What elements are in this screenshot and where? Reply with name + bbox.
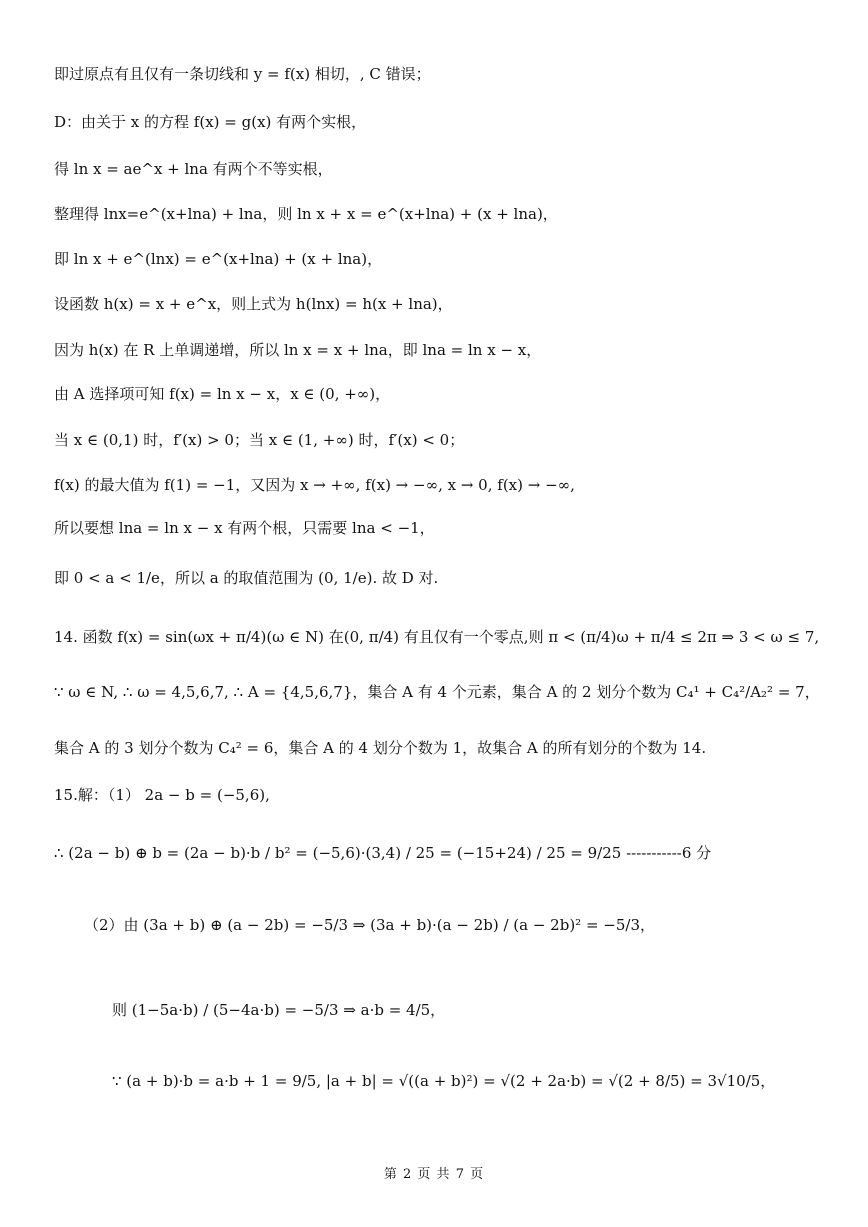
text-line-6: 设函数 h(x) = x + e^x，则上式为 h(lnx) = h(x + lna)， (54, 295, 453, 313)
text-line-10: f(x) 的最大值为 f(1) = −1，又因为 x → +∞, f(x) → −∞, x → 0, f(x) → −∞, (54, 476, 575, 494)
text-line-11: 所以要想 lna = ln x − x 有两个根，只需要 lna < −1， (54, 519, 435, 537)
text-line-1: 即过原点有且仅有一条切线和 y = f(x) 相切，, C 错误； (54, 65, 431, 83)
problem-14-line-3: 集合 A 的 3 划分个数为 C₄² = 6，集合 A 的 4 划分个数为 1，故集合 A 的所有划分的个数为 14. (54, 739, 707, 757)
text-line-4: 整理得 lnx=e^(x+lna) + lna，则 ln x + x = e^(x+lna) + (x + lna)， (54, 205, 558, 223)
text-line-8: 由 A 选择项可知 f(x) = ln x − x，x ∈ (0, +∞)， (54, 385, 391, 403)
text-line-7: 因为 h(x) 在 R 上单调递增，所以 ln x = x + lna，即 lna = ln x − x， (54, 341, 542, 359)
text-line-5: 即 ln x + e^(lnx) = e^(x+lna) + (x + lna)， (54, 250, 383, 268)
problem-15-line-5: ∵ (a + b)·b = a·b + 1 = 9/5, |a + b| = √((a + b)²) = √(2 + 2a·b) = √(2 + 8/5) = 3√10/5， (112, 1072, 776, 1090)
page-number-footer: 第 2 页 共 7 页 (383, 1167, 485, 1182)
text-line-3: 得 ln x = ae^x + lna 有两个不等实根， (54, 160, 333, 178)
text-line-2: D：由关于 x 的方程 f(x) = g(x) 有两个实根， (54, 113, 367, 131)
problem-15-line-1: 15.解：（1） 2a − b = (−5,6), (54, 786, 270, 804)
problem-14-line-1: 14. 函数 f(x) = sin(ωx + π/4)(ω ∈ N) 在(0, π/4) 有且仅有一个零点,则 π < (π/4)ω + π/4 ≤ 2π ⇒ 3 < ω ≤ 7, (54, 628, 820, 646)
problem-15-line-4: 则 (1−5a·b) / (5−4a·b) = −5/3 ⇒ a·b = 4/5， (112, 1001, 446, 1019)
text-line-9: 当 x ∈ (0,1) 时，f′(x) > 0；当 x ∈ (1, +∞) 时，f′(x) < 0； (54, 431, 465, 449)
problem-15-line-2: ∴ (2a − b) ⊕ b = (2a − b)·b / b² = (−5,6)·(3,4) / 25 = (−15+24) / 25 = 9/25 -----------6 分 (54, 844, 712, 862)
problem-15-line-3: （2）由 (3a + b) ⊕ (a − 2b) = −5/3 ⇒ (3a + b)·(a − 2b) / (a − 2b)² = −5/3， (84, 916, 656, 934)
text-line-12: 即 0 < a < 1/e，所以 a 的取值范围为 (0, 1/e). 故 D 对. (54, 569, 439, 587)
problem-14-line-2: ∵ ω ∈ N, ∴ ω = 4,5,6,7, ∴ A = {4,5,6,7}，集合 A 有 4 个元素，集合 A 的 2 划分个数为 C₄¹ + C₄²/A₂² = 7， (54, 683, 820, 701)
